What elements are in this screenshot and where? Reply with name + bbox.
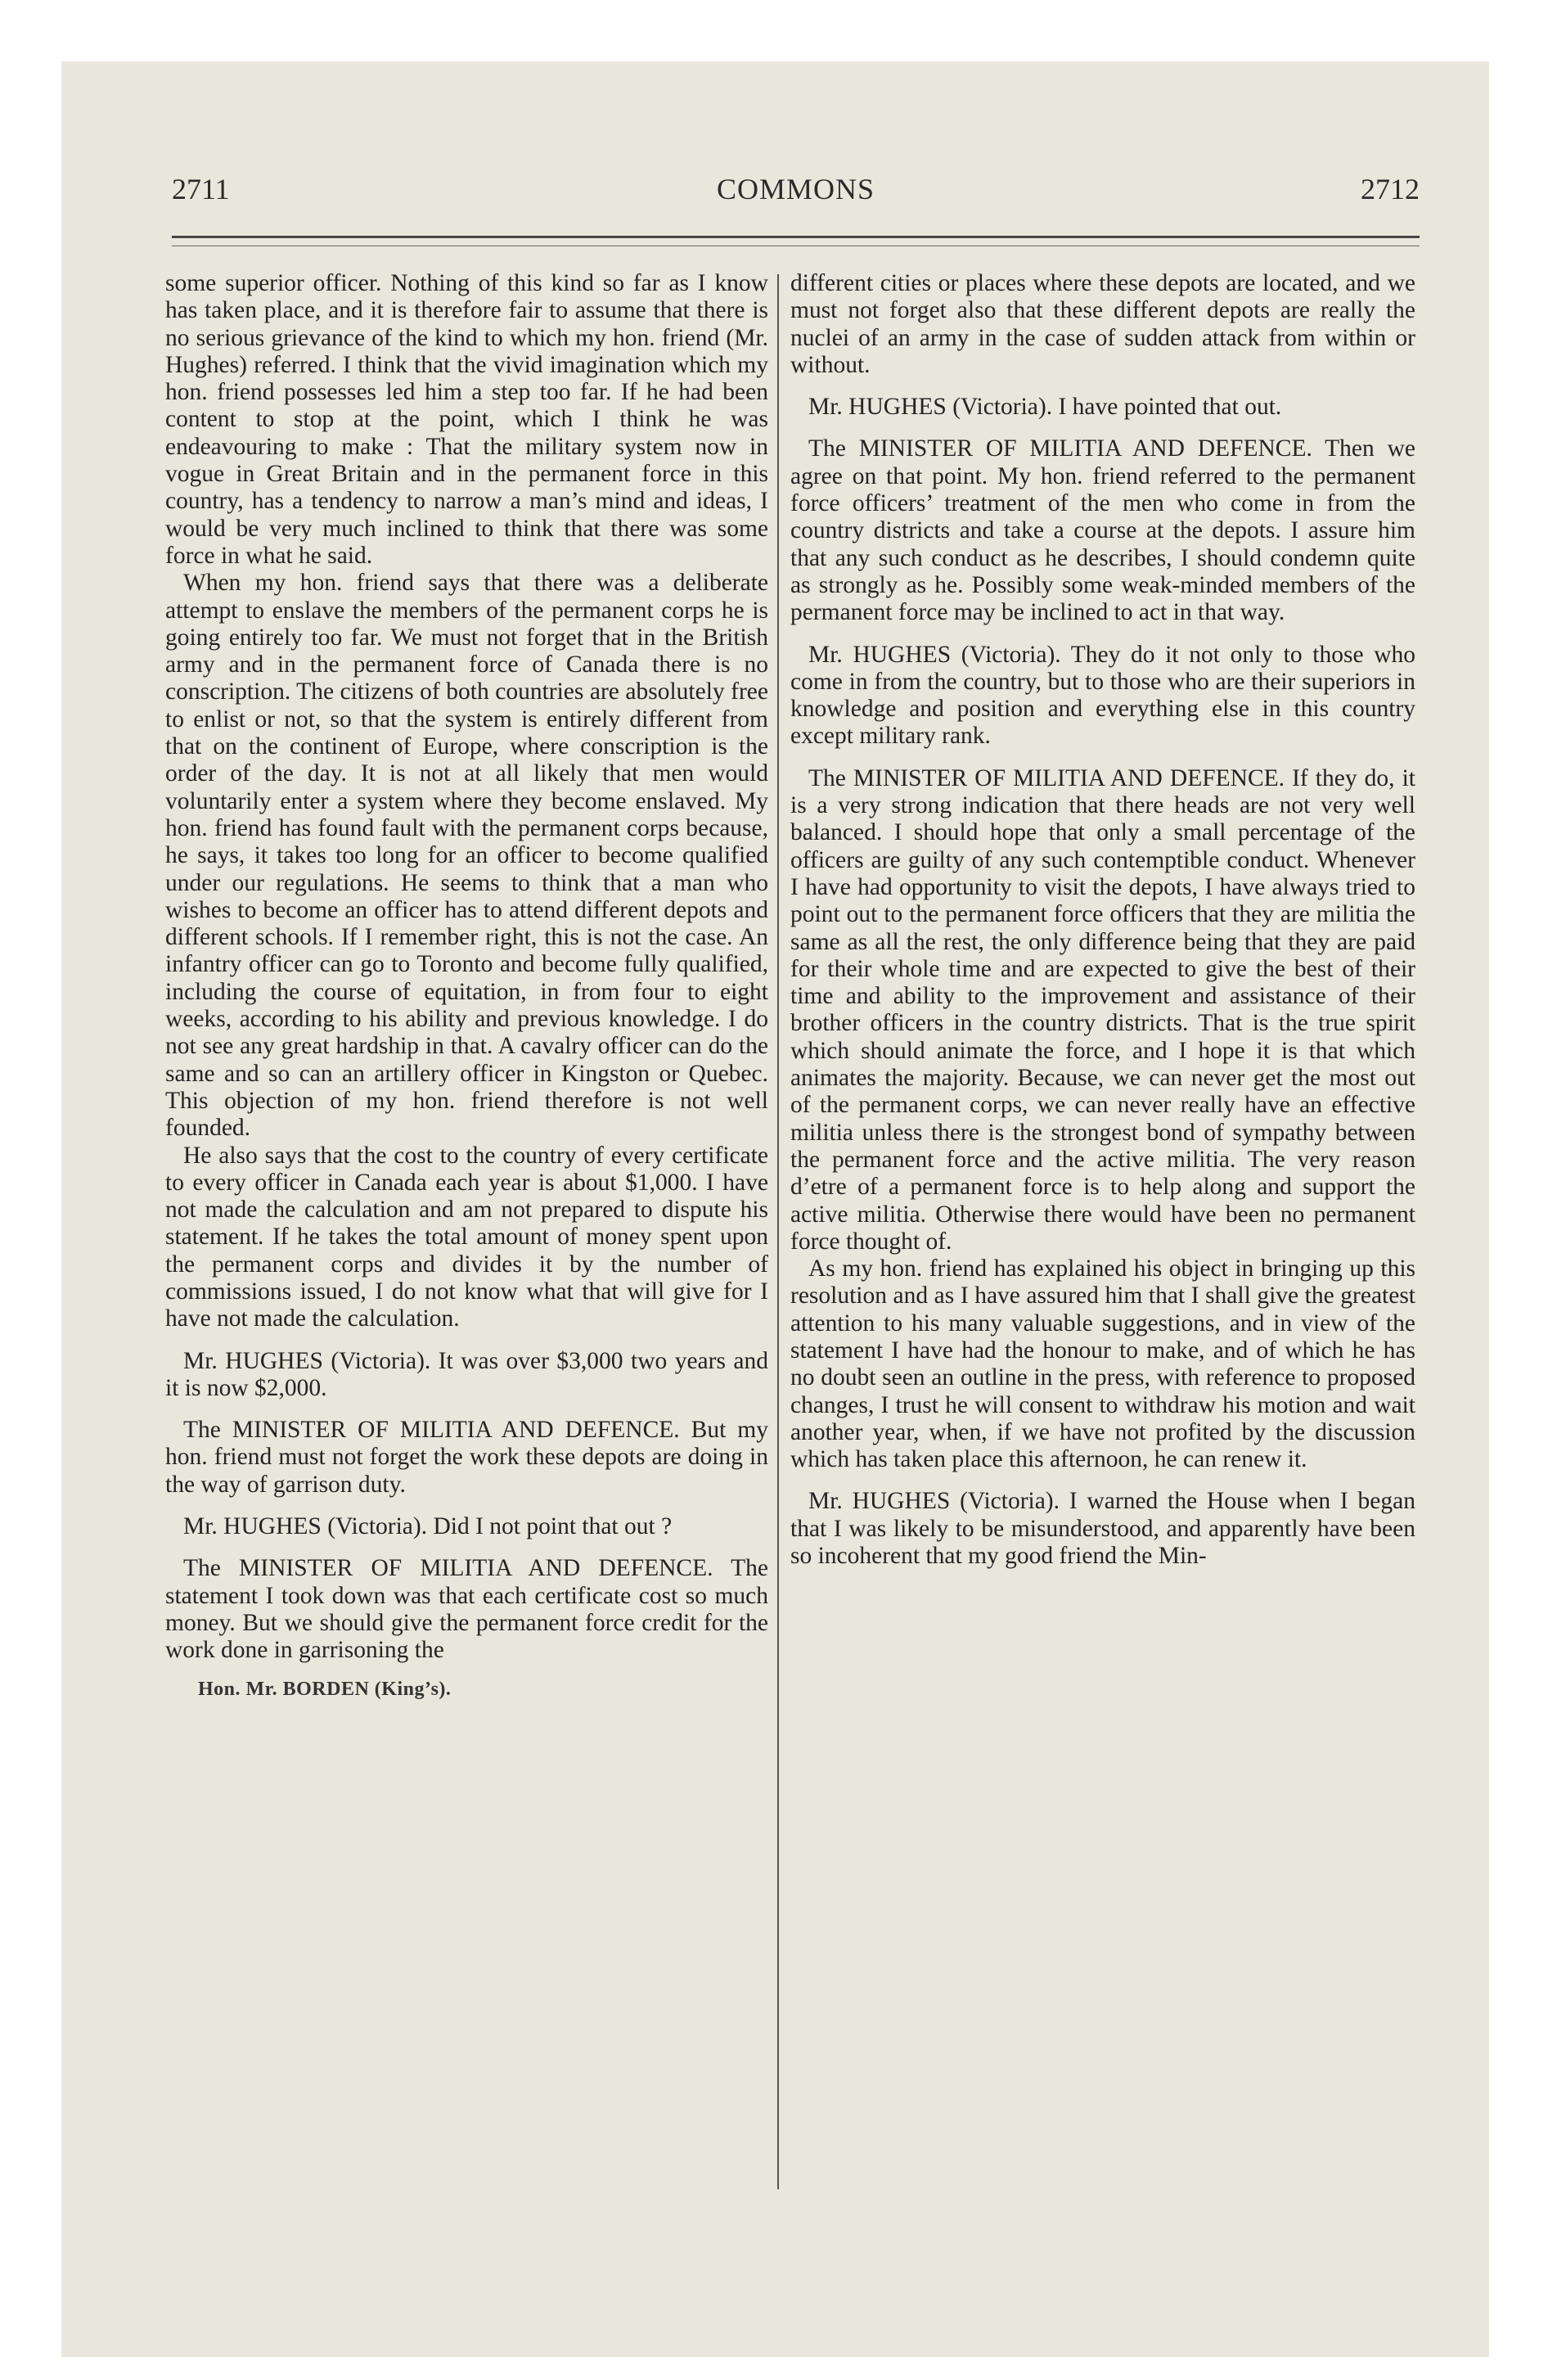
- speech-paragraph: Mr. HUGHES (Victoria). I warned the House when I began that I was likely to be misunderstood, and apparently have been so incoherent that my good friend the Min-: [790, 1488, 1415, 1570]
- speech-paragraph: The MINISTER OF MILITIA AND DEFENCE. But my hon. friend must not forget the work these depots are doing in the way of garrison duty.: [165, 1417, 768, 1498]
- speech-paragraph: Mr. HUGHES (Victoria). I have pointed that out.: [808, 394, 1282, 421]
- paragraph: When my hon. friend says that there was a deliberate attempt to enslave the members of the permanent corps he is going entirely too far. We must not forget that in the British army and in the permanent force of Canada there is no conscription. The citizens of both countries are absolutely free to enlist or not, so that the system is entirely different from that on the continent of Europe, where conscription is the order of the day. It is not at all likely that men would voluntarily enter a system where they become enslaved. My hon. friend has found fault with the permanent corps because, he says, it takes too long for an officer to become qualified under our regulations. He seems to think that a man who wishes to become an officer has to attend different depots and different schools. If I remember right, this is not the case. An infantry officer can go to Toronto and become fully qualified, including the course of equitation, in from four to eight weeks, according to his ability and previous knowledge. I do not see any great hardship in that. A cavalry officer can do the same and so can an artillery officer in Kingston or Quebec. This objection of my hon. friend therefore is not well founded.: [165, 570, 768, 1142]
- page-header: [172, 172, 1420, 221]
- footer-speaker: Hon. Mr. BORDEN (King’s).: [198, 1678, 452, 1700]
- speech-paragraph: The MINISTER OF MILITIA AND DEFENCE. If they do, it is a very strong indication that there heads are not very well balanced. I should hope that only a small percentage of the officers are guilty of any such contemptible conduct. Whenever I have had opportunity to visit the depots, I have always tried to point out to the permanent force officers that they are militia the same as all the rest, the only difference being that they are paid for their whole time and are expected to give the best of their time and ability to the improvement and assistance of their brother officers in the country districts. That is the true spirit which should animate the force, and I hope it is that which animates the majority. Because, we can never get the most out of the permanent corps, we can never really have an effective militia unless there is the strongest bond of sympathy between the permanent force and the active militia. The very reason d’etre of a permanent force is to help along and support the active militia. Otherwise there would have been no permanent force thought of.: [790, 764, 1415, 1255]
- paragraph: some superior officer. Nothing of this kind so far as I know has taken place, and it is therefore fair to assume that there is no serious grievance of the kind to which my hon. friend (Mr. Hughes) referred. I think that the vivid imagination which my hon. friend possesses led him a step too far. If he had been content to stop at the point, which I think he was endeavouring to make : That the military system now in vogue in Great Britain and in the permanent force in this country, has a tendency to narrow a man’s mind and ideas, I would be very much inclined to think that there was some force in what he said.: [165, 270, 768, 569]
- speech-paragraph: Mr. HUGHES (Victoria). Did I not point that out ?: [183, 1513, 673, 1540]
- right-column: [790, 270, 1415, 1570]
- speech-paragraph: The MINISTER OF MILITIA AND DEFENCE. Then we agree on that point. My hon. friend referred to the permanent force officers’ treatment of the men who come in from the country districts and take a course at the depots. I assure him that any such conduct as he describes, I should condemn quite as strongly as he. Possibly some weak-minded members of the permanent force may be inclined to act in that way.: [790, 435, 1415, 626]
- column-divider: [777, 274, 779, 2189]
- running-head: COMMONS: [716, 173, 875, 205]
- speech-paragraph: Mr. HUGHES (Victoria). They do it not only to those who come in from the country, but to those who are their superiors in knowledge and position and everything else in this country except military rank.: [790, 641, 1415, 750]
- speech-paragraph: The MINISTER OF MILITIA AND DEFENCE. The statement I took down was that each certificate cost so much money. But we should give the permanent force credit for the work done in garrisoning the: [165, 1555, 768, 1664]
- page-number-left: 2711: [172, 173, 230, 205]
- header-rule-thick: [172, 236, 1420, 238]
- speech-paragraph: Mr. HUGHES (Victoria). It was over $3,000 two years and it is now $2,000.: [165, 1347, 768, 1401]
- left-column: [165, 270, 768, 1703]
- page-number-right: 2712: [1361, 173, 1420, 205]
- paragraph: As my hon. friend has explained his object in bringing up this resolution and as I have assured him that I shall give the greatest attention to his many valuable suggestions, and in view of the statement I have had the honour to make, and of which he has no doubt seen an outline in the press, with reference to proposed changes, I trust he will consent to withdraw his motion and wait another year, when, if we have not profited by the discussion which has taken place this afternoon, he can renew it.: [790, 1255, 1415, 1473]
- paragraph: different cities or places where these depots are located, and we must not forget also that these different depots are really the nuclei of an army in the case of sudden attack from within or without.: [790, 270, 1415, 378]
- paragraph: He also says that the cost to the country of every certificate to every officer in Canada each year is about $1,000. I have not made the calculation and am not prepared to dispute his statement. If he takes the total amount of money spent upon the permanent corps and divides it by the number of commissions issued, I do not know what that will give for I have not made the calculation.: [165, 1142, 768, 1332]
